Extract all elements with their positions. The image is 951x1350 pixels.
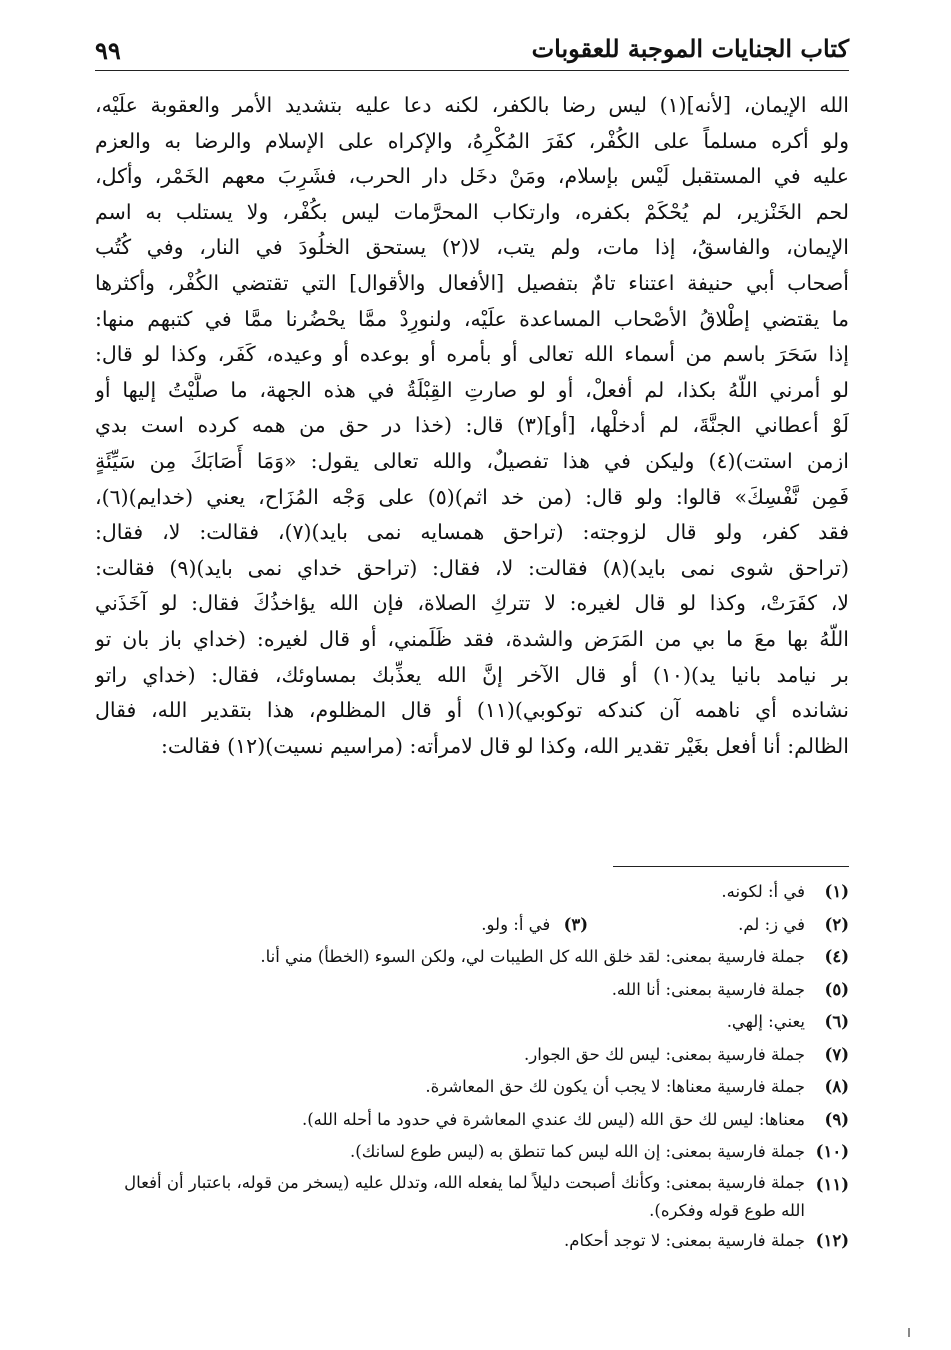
- footnote-item: [110, 1006, 849, 1039]
- text-line: ما يقتضي إطْلاقُ الأصْحاب المساعدة علَيْه، ولنورِدْ ممَّا يحْضُرنا ممَّا في كتبهم منها:: [95, 306, 849, 331]
- footnote-number: (٣): [563, 914, 589, 934]
- footnote-text: في أ: لكونه.: [721, 882, 805, 901]
- footnote-item: [110, 941, 849, 974]
- text-line: اللّهُ بها معَ ما بي من المَرَض والشدة، فقد ظَلَمني، أو قال لغيره: (خداي باز بان تو: [95, 626, 849, 651]
- footnote-number: (٢): [824, 914, 849, 934]
- text-line: ازمن استت)(٤) وليكن في هذا تفصيلٌ، والله تعالى يقول: «وَمَا أَصَابَكَ مِن سَيِّئَةٍ: [95, 448, 849, 473]
- text-line: فقد كفر، ولو قال لزوجته: (تراحق همسايه نمى بايد)(٧)، فقالت: لا، فقال:: [95, 520, 849, 545]
- footnote-item: [110, 1169, 849, 1225]
- text-line: بر نيامد بانيا يد)(١٠) أو قال الآخر إنَّ الله يعذِّبك بمساوئك، فقال: (خداي راتو: [95, 662, 849, 687]
- footnote-number: (٧): [824, 1044, 849, 1064]
- text-line: نشانده أي ناهمه آن كندكه توكوبي)(١١) أو قال المظلوم، هذا بتقدير الله، فقال: [95, 698, 849, 723]
- footnote-item: [110, 1136, 849, 1169]
- text-line: ولو أكره مسلماً على الكُفْر، كفَرَ المُكْرِهُ، والإكراه على الإسلام والرضا به والعزم: [95, 128, 849, 153]
- footnote-text: جملة فارسية بمعنى: إن الله ليس كما تنطق به (ليس طوع لسانك).: [350, 1142, 805, 1161]
- footnote-item: [110, 1071, 849, 1104]
- text-line: الله الإيمان، [لأنه](١) ليس رضا بالكفر، لكنه دعا عليه بتشديد الأمر والعقوبة علَيْه،: [95, 93, 849, 117]
- text-line: لو أمرني اللّهُ بكذا، لم أفعلْ، أو لو صارتِ القِبْلَةُ في هذه الجهة، ما صلَّيْتُ إليها أو: [95, 377, 849, 402]
- footnote-text: جملة فارسية بمعنى: أنا الله.: [611, 979, 805, 999]
- text-line: لحم الخَنْزير، لم يُحْكَمْ بكفره، وارتكاب المحرَّمات ليس بكُفْر، ولا يستلب به اسم: [95, 199, 849, 224]
- footnote-pair: [110, 909, 849, 942]
- footnote-text: معناها: ليس لك حق الله (ليس لك عندي المعاشرة في حدود ما أحله الله).: [301, 1109, 805, 1129]
- page-header: [95, 28, 849, 71]
- footnote-number: (٤): [824, 947, 849, 966]
- footnote-text: في ز: لم.: [738, 914, 805, 934]
- footnote-item: [110, 876, 849, 909]
- footnote-item: [110, 974, 849, 1007]
- footnote-item: [110, 1104, 849, 1137]
- text-line: الظالم: أنا أفعل بغَيْر تقدير الله، وكذا لو قال لامرأته: (مراسيم نسيت)(١٢) فقالت:: [160, 733, 849, 758]
- footnote-text: جملة فارسية بمعنى: لا توجد أحكام.: [564, 1230, 805, 1250]
- text-line: (تراحق شوى نمى بايد)(٨) فقالت: لا، فقال: (تراحق خداي نمى بايد)(٩) فقالت:: [95, 555, 849, 580]
- footnote-text: جملة فارسية بمعنى: وكأنك أصبحت دليلاً لما يفعله الله، وتدلل عليه (يسخر من قوله، باعتبار أن أفعال الله طوع قوله وفكره).: [124, 1172, 805, 1220]
- page-number: ٩٩: [95, 36, 121, 65]
- footnote-number: (٨): [824, 1077, 849, 1096]
- footnote-number: (١): [824, 882, 849, 901]
- text-line: لا، كفَرَتْ، وكذا لو قال لغيره: لا تتركِ الصلاة، فإن الله يؤاخذُكَ فقال: لو آخَذَني: [95, 591, 849, 616]
- footnote-text: جملة فارسية بمعنى: لقد خلق الله كل الطيبات لي، ولكن السوء (الخطأ) مني أنا.: [260, 947, 805, 966]
- footnote-text: جملة فارسية بمعنى: ليس لك حق الجوار.: [524, 1044, 805, 1064]
- footnote-text: في أ: ولو.: [481, 914, 551, 934]
- text-line: إذا سَحَرَ باسم من أسماء الله تعالى أو بأمره أو بوعده أو وعيده، كَفَر، وكذا لو قال:: [95, 342, 849, 367]
- footnote-number: (٥): [824, 979, 849, 999]
- running-title: كتاب الجنايات الموجبة للعقوبات: [531, 34, 849, 63]
- text-line: فَمِن نَّفْسِكَ» قالوا: ولو قال: (من خد اثم)(٥) على وَجْه المُزَاح، يعني (خدايم)(٦)،: [95, 484, 849, 509]
- text-line: عليه في المستقبل لَيْس بإسلام، ومَنْ دخَل دار الحرب، فشَرِبَ معهم الخَمْر، وأكل،: [95, 164, 849, 189]
- footnote-number: (١٢): [815, 1230, 849, 1250]
- footnote-text: يعني: إلهي.: [726, 1012, 805, 1031]
- footnote-item: [481, 909, 588, 942]
- footnote-separator: [613, 866, 849, 867]
- footnotes: [110, 876, 849, 1257]
- text-line: أصحاب أبي حنيفة اعتناء تامٌ بتفصيل [الأفعال والأقوال] التي تقتضي الكُفْر، وأكثرها: [95, 270, 849, 295]
- footnote-item: [738, 909, 849, 942]
- text-line: لَوْ أعطاني الجنَّةَ، لم أدخلْها، [أو](٣) قال: (خذا در حق من همه كرده است بدي: [95, 413, 849, 438]
- footnote-item: [110, 1225, 849, 1258]
- main-text: [95, 88, 849, 848]
- footnote-number: (١١): [815, 1174, 849, 1194]
- footnote-number: (٩): [824, 1109, 849, 1129]
- text-line: الإيمان، والفاسقُ، إذا مات، ولم يتب، لا(٢) يستحق الخلُودَ في النار، وفي كُتُب: [95, 235, 849, 260]
- footnote-number: (٦): [824, 1012, 849, 1031]
- footnote-text: جملة فارسية معناها: لا يجب أن يكون لك حق المعاشرة.: [425, 1077, 805, 1096]
- footnote-number: (١٠): [815, 1142, 849, 1161]
- footnote-item: [110, 1039, 849, 1072]
- scan-speck: [908, 1328, 910, 1337]
